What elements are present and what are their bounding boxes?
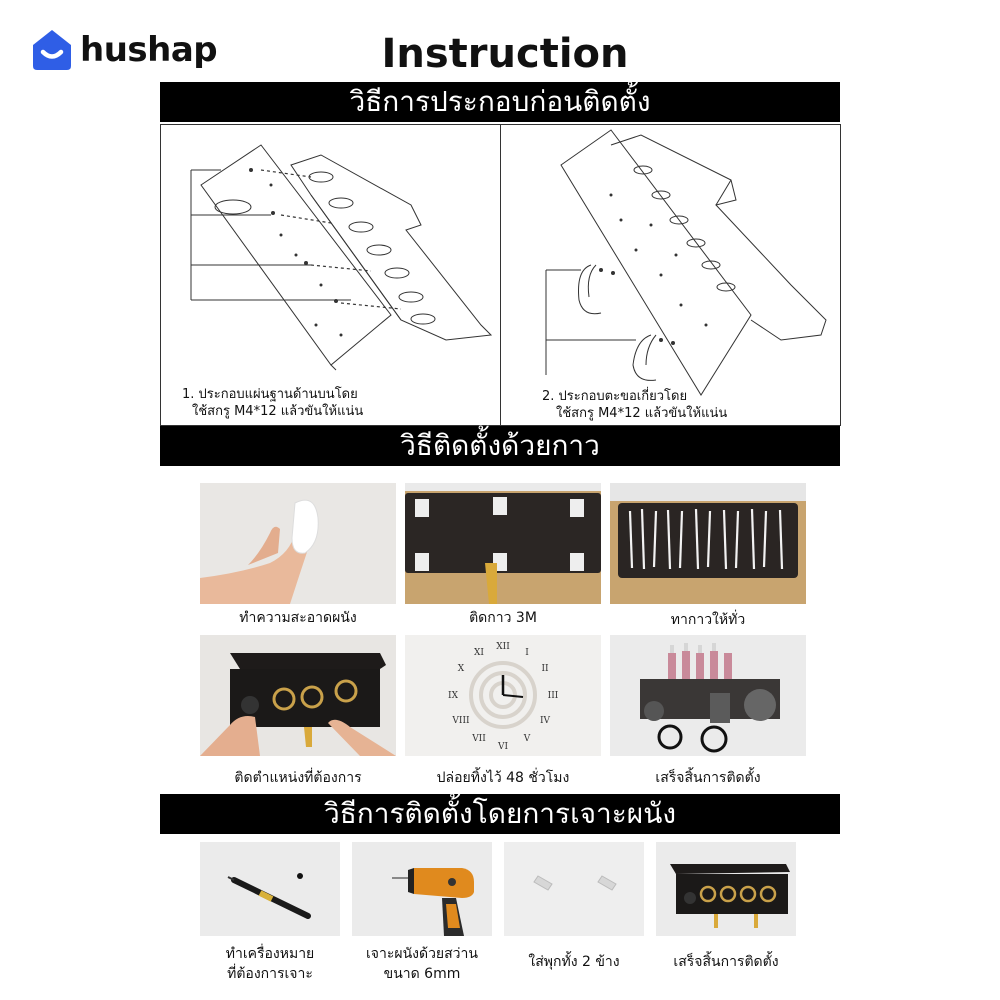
photo-drill-installation-complete — [656, 842, 796, 936]
drill-step-4-line1: เสร็จสิ้นการติดตั้ง — [673, 954, 779, 970]
svg-text:VI: VI — [497, 742, 509, 752]
svg-text:VIII: VIII — [452, 716, 470, 726]
svg-text:XII: XII — [496, 642, 510, 652]
house-logo-icon — [30, 28, 74, 72]
drill-step-1-line2: ที่ต้องการเจาะ — [227, 966, 313, 982]
hook-assembly-illustration — [501, 125, 840, 425]
photo-mount-position — [200, 635, 396, 756]
glue-step-6-label: เสร็จสิ้นการติดตั้ง — [655, 770, 761, 786]
drill-step-1-line1: ทำเครื่องหมาย — [225, 946, 315, 962]
assembly-step-2-line1: 2. ประกอบตะขอเกี่ยวโดย — [542, 389, 688, 404]
photo-wait-48-hours-clock — [405, 635, 601, 756]
page-title: Instruction — [381, 31, 629, 77]
glue-heading: วิธีติดตั้งด้วยกาว — [160, 426, 840, 466]
drill-heading: วิธีการติดตั้งโดยการเจาะผนัง — [160, 794, 840, 834]
assembly-step-2-diagram — [500, 124, 841, 426]
photo-apply-3m-tape — [405, 483, 601, 604]
assembly-step-2-line2: ใช้สกรู M4*12 แล้วขันให้แน่น — [556, 406, 728, 421]
drill-step-3-line1: ใส่พุกทั้ง 2 ข้าง — [528, 954, 620, 970]
svg-text:III: III — [547, 691, 559, 701]
assembly-step-1-line2: ใช้สกรู M4*12 แล้วขันให้แน่น — [192, 404, 364, 419]
drill-step-4-label — [656, 952, 796, 972]
glue-step-4-label: ติดตำแหน่งที่ต้องการ — [234, 770, 362, 786]
svg-text:II: II — [541, 664, 549, 674]
svg-text:VII: VII — [472, 734, 486, 744]
drill-step-2-line2: ขนาด 6mm — [383, 966, 461, 982]
base-plate-assembly-illustration — [161, 125, 500, 425]
brand-name: hushap — [80, 30, 218, 70]
photo-installation-complete — [610, 635, 806, 756]
svg-text:I: I — [525, 648, 529, 658]
photo-spread-glue — [610, 483, 806, 604]
photo-drill-wall — [352, 842, 492, 936]
svg-text:XI: XI — [474, 648, 484, 658]
glue-step-3-label: ทากาวให้ทั่ว — [670, 612, 746, 628]
glue-step-5-label: ปล่อยทิ้งไว้ 48 ชั่วโมง — [436, 770, 570, 786]
assembly-heading: วิธีการประกอบก่อนติดตั้ง — [160, 82, 840, 122]
assembly-step-2-caption — [542, 388, 772, 422]
assembly-step-1-line1: 1. ประกอบแผ่นฐานด้านบนโดย — [182, 387, 358, 402]
svg-text:IX: IX — [448, 691, 458, 701]
brand-logo — [30, 28, 230, 76]
svg-text:IV: IV — [539, 716, 551, 726]
drill-step-1-label — [200, 944, 340, 984]
photo-mark-drill-points — [200, 842, 340, 936]
drill-step-2-label — [352, 944, 492, 984]
drill-step-3-label — [504, 952, 644, 972]
glue-step-1-label: ทำความสะอาดผนัง — [239, 610, 357, 626]
glue-step-2-label: ติดกาว 3M — [469, 610, 537, 626]
assembly-step-1-diagram — [160, 124, 501, 426]
photo-insert-wall-plugs — [504, 842, 644, 936]
assembly-step-1-caption — [182, 386, 402, 420]
svg-text:X: X — [457, 664, 465, 674]
drill-step-2-line1: เจาะผนังด้วยสว่าน — [366, 946, 478, 962]
svg-text:V: V — [523, 734, 531, 744]
photo-clean-wall — [200, 483, 396, 604]
